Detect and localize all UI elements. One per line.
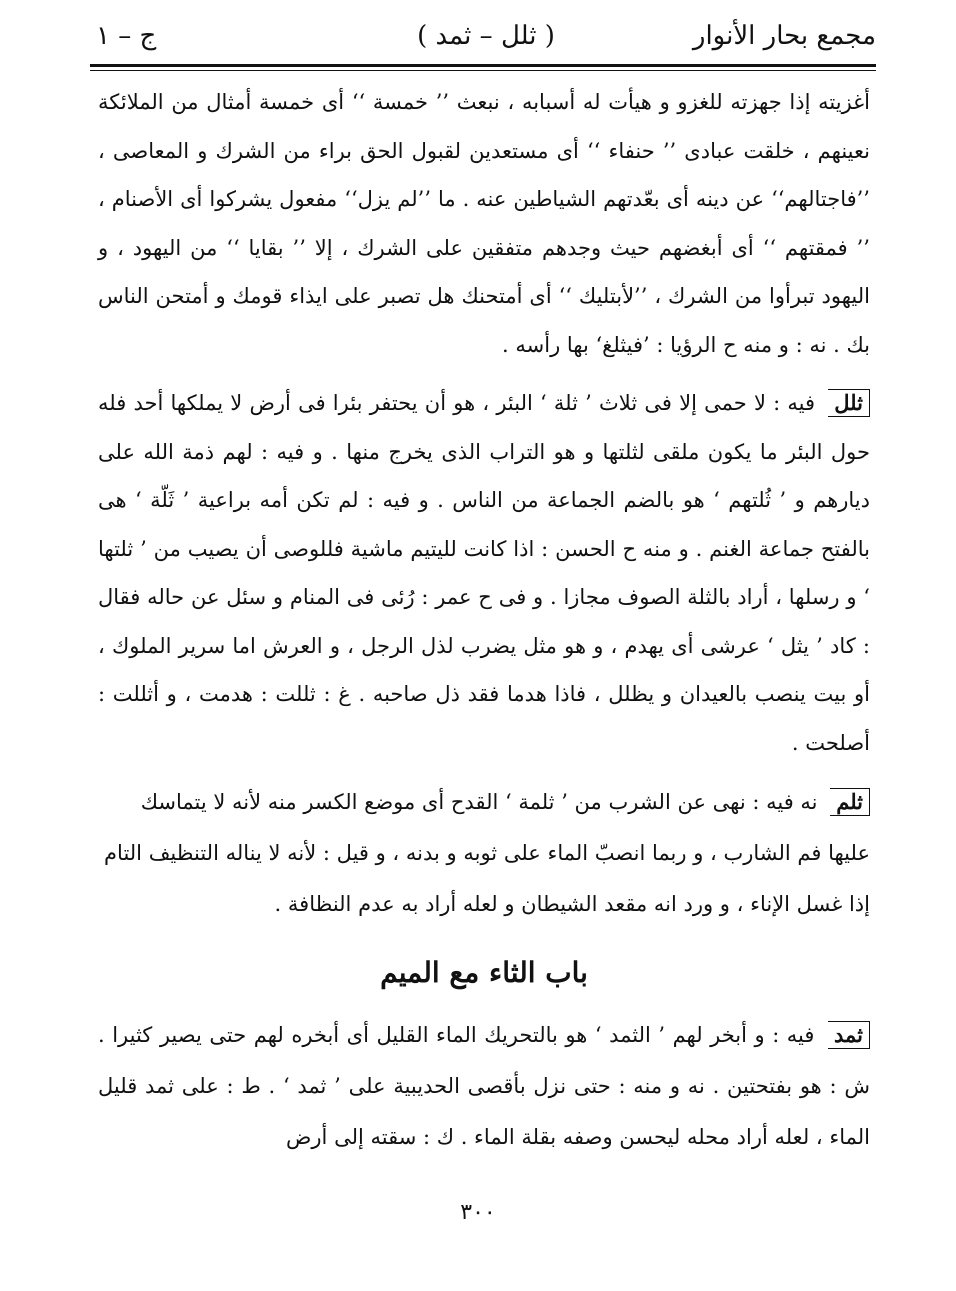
text-line: ح عمر : رُئى فى المنام و سئل عن حاله فقال : كاد ’ يثل ‘ عرشى أى يهدم ، و هو bbox=[98, 585, 871, 658]
text-line: ’’فاجتالهم‘‘ عن دينه أى بعّدتهم الشياطين عنه . ما ’’لم يزل‘‘ مفعول يشركوا أى الأصنام ، bbox=[98, 187, 870, 211]
entry-headword: ثلم bbox=[830, 788, 870, 816]
text-line: لا يملكها أحد فله حول البئر ما يكون ملقى لثلتها و هو التراب الذى يخرج منها . bbox=[98, 391, 871, 464]
body-text bbox=[98, 78, 870, 1163]
chapter-title: باب الثاء مع الميم bbox=[380, 956, 588, 989]
section-range: ( ثلل – ثمد ) bbox=[417, 21, 555, 51]
running-header bbox=[96, 14, 876, 58]
text-line: و أمتحن الناس بك . نه : و منه ح الرؤيا : ’فيثلغ‘ بها رأسه . bbox=[98, 284, 870, 357]
entry-headword: ثلل bbox=[828, 389, 870, 417]
paragraph-entry-thamad bbox=[98, 1010, 870, 1163]
text-line: نعينهم ، خلقت عبادى ’’ حنفاء ‘‘ أى مستعدين لقبول الحق براء من الشرك و المعاصى ، bbox=[98, 138, 870, 163]
text-line: فيه : لا حمى إلا فى ثلاث ’ ثلة ‘ البئر ، هو أن يحتفر بئرا فى أرض bbox=[249, 391, 816, 415]
text-line: و اليهود تبرأوا من الشرك ، ’’لأبتليك ‘‘ أى أمتحنك هل تصبر على ايذاء قومك bbox=[98, 235, 870, 308]
text-line: لا يناله التنظيف التام إذا غسل الإناء ، و ورد انه مقعد الشيطان و لعله أراد به bbox=[104, 841, 870, 916]
text-line: مثل يضرب لذل الرجل ، و العرش اما سرير الملوك ، أو بيت ينصب بالعيدان bbox=[98, 633, 870, 706]
text-line: يصير كثيرا . ش : هو بفتحتين . نه و منه : حتى نزل بأقصى الحديبية على ’ ثمد ‘ . bbox=[98, 1023, 870, 1098]
text-line: عدم النظافة . bbox=[274, 892, 395, 916]
text-line: ’’ فمقتهم ‘‘ أى أبغضهم حيث وجدهم متفقين على الشرك ، إلا ’’ بقايا ‘‘ من اليهود ، bbox=[117, 235, 870, 260]
volume-number: ج – ١ bbox=[96, 21, 157, 51]
page-number: ٣٠٠ bbox=[460, 1200, 496, 1225]
text-line: فيه : و أبخر لهم ’ الثمد ‘ هو بالتحريك الماء القليل أى أبخره لهم حتى bbox=[209, 1023, 815, 1047]
paragraph-entry-thalal bbox=[98, 379, 870, 767]
header-rule-thick bbox=[90, 64, 876, 67]
text-line: ماشية فللوصى أن يصيب من ’ ثلتها ‘ و رسلها ، أراد بالثلة الصوف مجازا . و فى bbox=[98, 536, 870, 609]
text-line: و فيه : لهم ذمة الله على ديارهم و ’ ثُلتهم ‘ هو بالضم الجماعة من الناس . و فيه : bbox=[98, 439, 870, 512]
entry-headword: ثمد bbox=[828, 1021, 870, 1049]
text-line: ط : على ثمد قليل الماء ، لعله أراد محله ليحسن وصفه بقلة الماء . ك : سقته إلى أرض bbox=[98, 1074, 870, 1149]
text-line: و يظلل ، فاذا هدما فقد ذل صاحبه . غ : ثللت : هدمت ، و أثللت : أصلحت . bbox=[98, 682, 870, 755]
paragraph bbox=[98, 78, 870, 369]
text-line: نه فيه : نهى عن الشرب من ’ ثلمة ‘ القدح أى موضع الكسر منه bbox=[267, 790, 818, 814]
paragraph-entry-thalm bbox=[98, 777, 870, 930]
text-line: لم تكن أمه براعية ’ ثَلّة ‘ هى بالفتح جماعة الغنم . و منه ح الحسن : اذا كانت لليتيم bbox=[98, 488, 870, 561]
text-line: لأنه لا يتماسك عليها فم الشارب ، و ربما انصبّ الماء على ثوبه و بدنه ، و قيل : لأنه bbox=[140, 790, 870, 865]
header-rule-thin bbox=[90, 70, 876, 71]
text-line: أغزيته إذا جهزته للغزو و هيأت له أسبابه ، نبعث ’’ خمسة ‘‘ أى خمسة أمثال من الملائكة bbox=[98, 90, 870, 114]
book-title: مجمع بحار الأنوار bbox=[692, 21, 876, 51]
